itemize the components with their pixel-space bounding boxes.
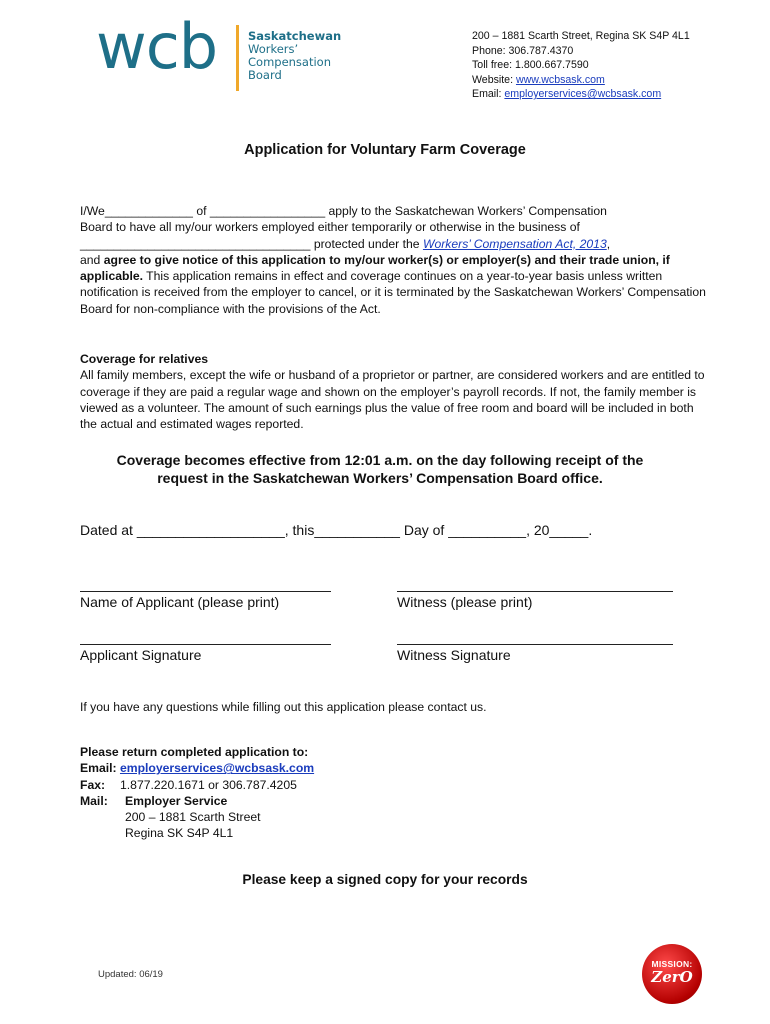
logo-line-3: Compensation xyxy=(248,55,331,69)
updated-date: Updated: 06/19 xyxy=(98,969,163,980)
logo-line-2: Workers’ xyxy=(248,42,299,56)
effective-line-2: request in the Saskatchewan Workers’ Compensation Board office. xyxy=(157,470,603,486)
relatives-body: All family members, except the wife or husband of a proprietor or partner, are considered workers and are entitled to coverage if they are paid a regular wage and shown on the employer’s payroll records. If not, the family member is viewed as a volunteer. The amount of such earnings plus the value of free room and board will be included in both the actual and estimated wages reported. xyxy=(80,368,705,432)
agree-notice-text: agree to give notice of this application to my/our worker(s) or employer(s) and their trade union, if applicable. xyxy=(80,252,670,284)
email-label: Email: xyxy=(472,88,505,100)
logo-divider xyxy=(236,25,239,91)
return-email-label: Email: xyxy=(80,761,120,776)
wcb-logo-name xyxy=(248,30,341,82)
return-fax: 1.877.220.1671 or 306.787.4205 xyxy=(120,777,297,792)
effective-statement xyxy=(80,451,680,487)
questions-text: If you have any questions while filling out this application please contact us. xyxy=(80,700,487,714)
mission-logo-bottom: ZerO xyxy=(651,968,693,986)
return-mail-line-2: 200 – 1881 Scarth Street xyxy=(125,810,261,825)
applicant-signature-label: Applicant Signature xyxy=(80,647,202,663)
relatives-heading: Coverage for relatives xyxy=(80,352,209,366)
effective-line-1: Coverage becomes effective from 12:01 a.m. on the day following receipt of the xyxy=(116,452,644,468)
return-email-link[interactable]: employerservices@wcbsask.com xyxy=(119,761,315,776)
return-mail-line-3: Regina SK S4P 4L1 xyxy=(125,826,234,841)
applicant-name-line xyxy=(80,591,331,592)
applicant-signature-line xyxy=(80,644,331,645)
applicant-name-label: Name of Applicant (please print) xyxy=(80,594,280,610)
witness-signature-line xyxy=(397,644,673,645)
email-link[interactable]: employerservices@wcbsask.com xyxy=(504,88,662,100)
return-fax-label: Fax: xyxy=(80,777,106,792)
logo-line-1: Saskatchewan xyxy=(248,29,342,43)
logo-line-4: Board xyxy=(248,68,282,82)
intro-body xyxy=(80,252,710,317)
return-info xyxy=(80,744,314,842)
relatives-section xyxy=(80,351,710,432)
contact-block xyxy=(472,29,690,102)
return-fax-row xyxy=(80,777,314,793)
wcb-logo-wordmark: wcb xyxy=(96,10,218,83)
contact-phone: Phone: 306.787.4370 xyxy=(472,44,574,57)
intro-line-2: Board to have all my/our workers employed either temporarily or otherwise in the business of xyxy=(80,220,580,235)
witness-signature-label: Witness Signature xyxy=(397,647,511,663)
contact-tollfree: Toll free: 1.800.667.7590 xyxy=(472,59,589,71)
return-email-row xyxy=(80,760,314,776)
website-label: Website: xyxy=(472,73,516,86)
keep-copy-note: Please keep a signed copy for your records xyxy=(242,872,528,887)
intro-line-3 xyxy=(80,236,710,252)
page-title: Application for Voluntary Farm Coverage xyxy=(244,142,526,158)
intro-line-3-text: __________________________________ protected under the xyxy=(80,236,423,251)
contact-address: 200 – 1881 Scarth Street, Regina SK S4P 4L1 xyxy=(472,30,690,42)
intro-line-4-pre: and xyxy=(80,252,104,267)
witness-print-line xyxy=(397,591,673,592)
intro-line-3-end: , xyxy=(606,236,611,251)
return-mail-label: Mail: xyxy=(80,793,108,808)
intro-line-1: I/We_____________ of _________________ apply to the Saskatchewan Workers’ Compensation xyxy=(80,204,607,218)
return-mail-line-1: Employer Service xyxy=(125,793,228,808)
intro-rest: This application remains in effect and coverage continues on a year-to-year basis unless written notification is received from the employer to cancel, or it is terminated by the Saskatchewan Workers’ Compensation Board for non-compliance with the provisions of the Act. xyxy=(80,269,706,316)
dated-line: Dated at ___________________, this___________ Day of __________, 20_____. xyxy=(80,522,593,538)
return-heading: Please return completed application to: xyxy=(80,745,309,759)
contact-website-row xyxy=(472,73,690,88)
mission-logo-top: MISSION: xyxy=(651,959,693,969)
act-link[interactable]: Workers’ Compensation Act, 2013 xyxy=(422,236,607,251)
intro-paragraph xyxy=(80,203,710,317)
contact-email-row xyxy=(472,87,690,102)
mission-zero-logo xyxy=(642,944,702,1004)
witness-print-label: Witness (please print) xyxy=(397,594,533,610)
return-mail-row xyxy=(80,793,314,809)
website-link[interactable]: www.wcbsask.com xyxy=(515,73,605,86)
